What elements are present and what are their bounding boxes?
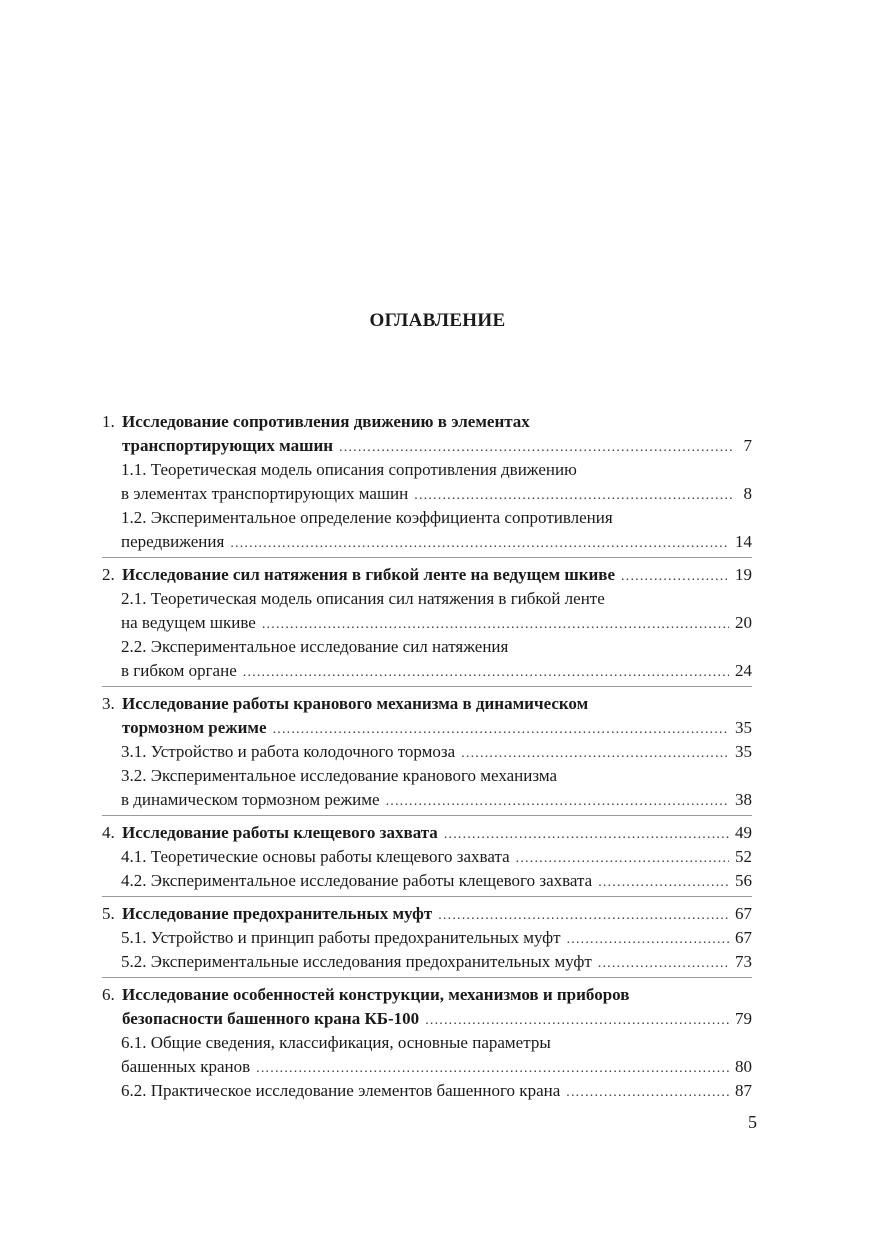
section-title: 3.1. Устройство и работа колодочного тормоза — [121, 742, 456, 761]
chapter-title: транспортирующих машин — [122, 436, 334, 455]
section-title: в гибком органе — [121, 661, 237, 680]
toc-chapter-6 — [102, 983, 752, 1103]
dot-leader — [516, 847, 729, 871]
section-entry-continued[interactable] — [102, 482, 752, 506]
section-page-number: 24 — [735, 661, 752, 680]
chapter-divider — [102, 896, 752, 897]
toc-chapter-1 — [102, 410, 752, 554]
chapter-page-number: 35 — [735, 718, 752, 737]
dot-leader — [438, 904, 729, 928]
section-entry[interactable] — [102, 740, 752, 764]
table-of-contents — [102, 410, 752, 1103]
dot-leader — [386, 790, 729, 814]
chapter-page-number: 19 — [735, 565, 752, 584]
dot-leader — [339, 436, 732, 460]
dot-leader — [230, 532, 729, 556]
chapter-number: 6. — [102, 985, 115, 1004]
page-number: 5 — [748, 1112, 757, 1132]
section-title: в динамическом тормозном режиме — [121, 790, 380, 809]
dot-leader — [273, 718, 729, 742]
section-entry[interactable] — [102, 764, 752, 788]
chapter-title: Исследование работы клещевого захвата — [122, 823, 438, 842]
chapter-page-number: 7 — [743, 436, 752, 455]
section-entry-continued[interactable] — [102, 788, 752, 812]
section-entry[interactable] — [102, 926, 752, 950]
toc-chapter-3 — [102, 692, 752, 812]
section-page-number: 38 — [735, 790, 752, 809]
chapter-title: Исследование особенностей конструкции, механизмов и приборов — [122, 985, 630, 1004]
section-page-number: 35 — [735, 742, 752, 761]
section-entry[interactable] — [102, 1031, 752, 1055]
section-entry[interactable] — [102, 587, 752, 611]
chapter-title: Исследование сопротивления движению в элементах — [122, 412, 530, 431]
dot-leader — [621, 565, 729, 589]
toc-chapter-4 — [102, 821, 752, 893]
chapter-title: тормозном режиме — [122, 718, 267, 737]
chapter-title: безопасности башенного крана КБ-100 — [122, 1009, 420, 1028]
chapter-number: 2. — [102, 565, 115, 584]
dot-leader — [598, 871, 729, 895]
chapter-heading[interactable] — [102, 821, 752, 845]
chapter-page-number: 49 — [735, 823, 752, 842]
chapter-heading[interactable] — [102, 983, 752, 1007]
chapter-divider — [102, 686, 752, 687]
chapter-divider — [102, 815, 752, 816]
section-entry[interactable] — [102, 635, 752, 659]
section-entry-continued[interactable] — [102, 611, 752, 635]
dot-leader — [262, 613, 729, 637]
section-title: башенных кранов — [121, 1057, 251, 1076]
section-title: на ведущем шкиве — [121, 613, 256, 632]
section-entry-continued[interactable] — [102, 1055, 752, 1079]
section-entry-continued[interactable] — [102, 659, 752, 683]
section-title: передвижения — [121, 532, 225, 551]
chapter-page-number: 67 — [735, 904, 752, 923]
section-entry[interactable] — [102, 506, 752, 530]
chapter-title: Исследование сил натяжения в гибкой ленте на ведущем шкиве — [122, 565, 616, 584]
section-title: 6.2. Практическое исследование элементов башенного крана — [121, 1081, 561, 1100]
dot-leader — [414, 484, 732, 508]
section-page-number: 14 — [735, 532, 752, 551]
chapter-number: 5. — [102, 904, 115, 923]
chapter-number: 1. — [102, 412, 115, 431]
section-page-number: 8 — [743, 484, 752, 503]
chapter-heading[interactable] — [102, 410, 752, 434]
chapter-number: 4. — [102, 823, 115, 842]
section-page-number: 80 — [735, 1057, 752, 1076]
section-entry[interactable] — [102, 1079, 752, 1103]
chapter-number: 3. — [102, 694, 115, 713]
section-title: 1.1. Теоретическая модель описания сопротивления движению — [121, 460, 577, 479]
section-entry[interactable] — [102, 950, 752, 974]
chapter-heading[interactable] — [102, 563, 752, 587]
section-entry[interactable] — [102, 458, 752, 482]
section-page-number: 73 — [735, 952, 752, 971]
section-title: 2.1. Теоретическая модель описания сил натяжения в гибкой ленте — [121, 589, 605, 608]
dot-leader — [425, 1009, 729, 1033]
chapter-title: Исследование предохранительных муфт — [122, 904, 433, 923]
section-title: 4.2. Экспериментальное исследование работы клещевого захвата — [121, 871, 593, 890]
section-title: 6.1. Общие сведения, классификация, основные параметры — [121, 1033, 551, 1052]
dot-leader — [566, 1081, 729, 1105]
page-title: ОГЛАВЛЕНИЕ — [369, 310, 506, 331]
chapter-heading-continued[interactable] — [102, 434, 752, 458]
section-page-number: 56 — [735, 871, 752, 890]
chapter-heading[interactable] — [102, 902, 752, 926]
chapter-page-number: 79 — [735, 1009, 752, 1028]
chapter-heading-continued[interactable] — [102, 716, 752, 740]
chapter-divider — [102, 557, 752, 558]
section-title: 5.1. Устройство и принцип работы предохранительных муфт — [121, 928, 561, 947]
dot-leader — [444, 823, 729, 847]
section-title: 3.2. Экспериментальное исследование кранового механизма — [121, 766, 558, 785]
section-title: 2.2. Экспериментальное исследование сил натяжения — [121, 637, 509, 656]
section-entry-continued[interactable] — [102, 530, 752, 554]
dot-leader — [461, 742, 729, 766]
section-page-number: 20 — [735, 613, 752, 632]
section-title: в элементах транспортирующих машин — [121, 484, 409, 503]
section-page-number: 52 — [735, 847, 752, 866]
section-title: 5.2. Экспериментальные исследования предохранительных муфт — [121, 952, 592, 971]
section-page-number: 67 — [735, 928, 752, 947]
toc-chapter-2 — [102, 563, 752, 683]
chapter-heading[interactable] — [102, 692, 752, 716]
section-entry[interactable] — [102, 845, 752, 869]
dot-leader — [243, 661, 729, 685]
section-page-number: 87 — [735, 1081, 752, 1100]
section-title: 1.2. Экспериментальное определение коэффициента сопротивления — [121, 508, 613, 527]
toc-chapter-5 — [102, 902, 752, 974]
section-entry[interactable] — [102, 869, 752, 893]
dot-leader — [567, 928, 729, 952]
dot-leader — [598, 952, 729, 976]
chapter-title: Исследование работы кранового механизма в динамическом — [122, 694, 589, 713]
dot-leader — [256, 1057, 729, 1081]
chapter-divider — [102, 977, 752, 978]
section-title: 4.1. Теоретические основы работы клещевого захвата — [121, 847, 510, 866]
chapter-heading-continued[interactable] — [102, 1007, 752, 1031]
